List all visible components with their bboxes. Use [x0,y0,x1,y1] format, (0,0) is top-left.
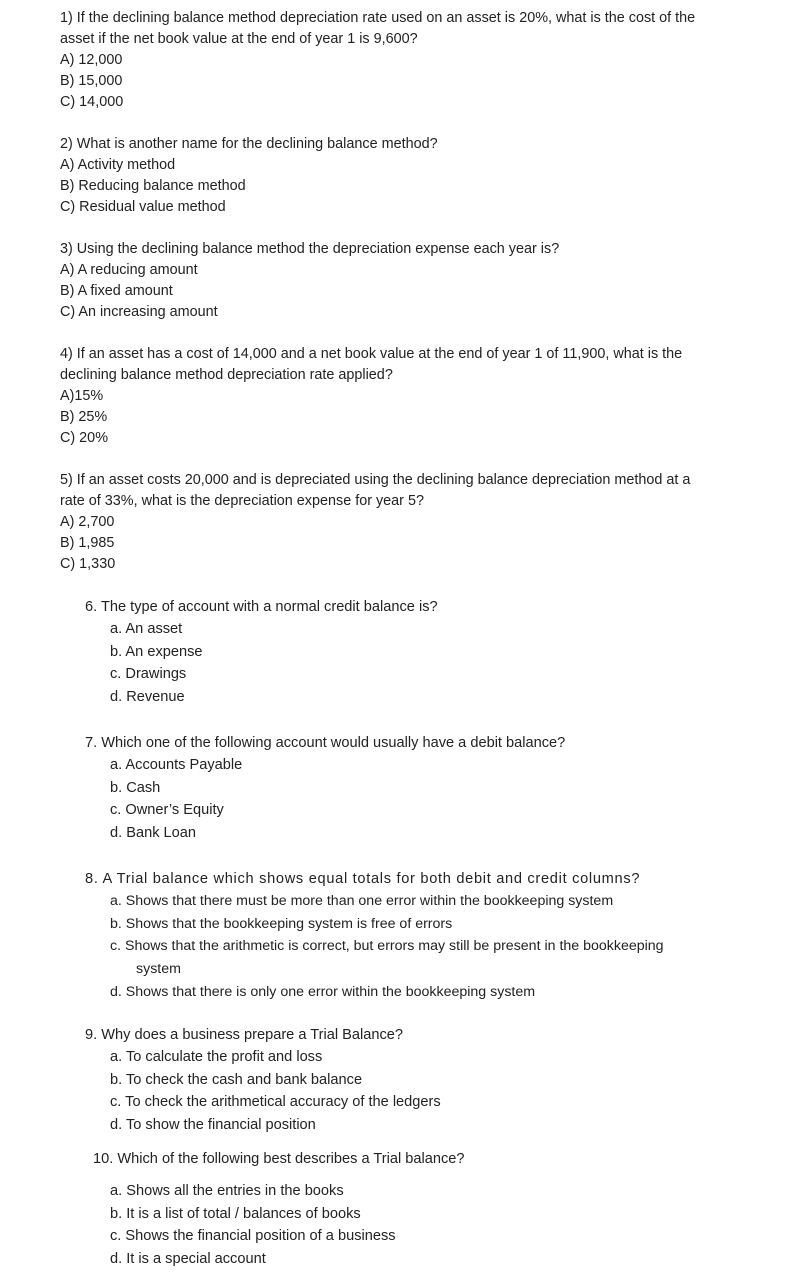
question-3 [60,239,760,323]
question-7-option-c: c. Owner’s Equity [110,802,224,819]
question-10-option-c: c. Shows the financial position of a business [110,1228,396,1245]
question-8-option-c: c. Shows that the arithmetic is correct, but errors may still be present in the bookkeeping system [110,938,664,978]
question-10 [93,1148,793,1268]
question-9-option-c: c. To check the arithmetical accuracy of the ledgers [110,1094,441,1111]
question-4 [60,344,760,449]
question-6-option-b: b. An expense [110,643,203,660]
question-9-stem: 9. Why does a business prepare a Trial Balance? [85,1027,403,1043]
question-5-option-b: B) 1,985 [60,535,115,551]
question-10-stem: 10. Which of the following best describes a Trial balance? [93,1151,465,1167]
question-9-option-a: a. To calculate the profit and loss [110,1049,323,1065]
question-6-option-a: a. An asset [110,621,183,637]
question-7-option-d: d. Bank Loan [110,825,197,842]
question-5-option-c: C) 1,330 [60,556,116,572]
question-1-option-a: A) 12,000 [60,52,123,68]
question-6-option-d: d. Revenue [110,689,185,706]
question-10-option-a: a. Shows all the entries in the books [110,1183,344,1199]
question-1 [60,8,760,113]
question-6 [85,596,785,709]
question-3-option-b: B) A fixed amount [60,283,173,299]
question-8-stem: 8. A Trial balance which shows equal totals for both debit and credit columns? [85,871,641,887]
question-8-option-a: a. Shows that there must be more than one error within the bookkeeping system [110,893,614,909]
question-4-stem: 4) If an asset has a cost of 14,000 and a net book value at the end of year 1 of 11,900, what is the declining balance method depreciation rate applied? [60,346,683,383]
question-4-option-c: C) 20% [60,430,108,446]
question-8 [85,868,785,1004]
question-6-stem: 6. The type of account with a normal credit balance is? [85,599,438,615]
question-7-stem: 7. Which one of the following account would usually have a debit balance? [85,735,566,751]
question-10-option-d: d. It is a special account [110,1251,266,1268]
question-3-option-c: C) An increasing amount [60,304,218,320]
question-2 [60,134,760,218]
question-7-option-b: b. Cash [110,779,161,796]
question-3-stem: 3) Using the declining balance method the depreciation expense each year is? [60,241,560,257]
question-8-option-b: b. Shows that the bookkeeping system is free of errors [110,915,453,932]
question-7-option-a: a. Accounts Payable [110,757,243,773]
question-2-stem: 2) What is another name for the declining balance method? [60,136,438,152]
question-5 [60,470,760,575]
question-1-stem: 1) If the declining balance method depreciation rate used on an asset is 20%, what is the cost of the asset if the net book value at the end of year 1 is 9,600? [60,10,696,47]
question-10-option-b: b. It is a list of total / balances of books [110,1205,361,1222]
question-2-option-c: C) Residual value method [60,199,226,215]
question-4-option-b: B) 25% [60,409,108,425]
question-6-option-c: c. Drawings [110,666,187,683]
question-5-option-a: A) 2,700 [60,514,115,530]
question-8-option-d: d. Shows that there is only one error within the bookkeeping system [110,983,536,1000]
question-4-option-a: A)15% [60,388,104,404]
question-9-option-b: b. To check the cash and bank balance [110,1071,363,1088]
question-7 [85,732,785,845]
question-2-option-a: A) Activity method [60,157,176,173]
question-3-option-a: A) A reducing amount [60,262,198,278]
question-5-stem: 5) If an asset costs 20,000 and is depreciated using the declining balance depreciation method at a rate of 33%, what is the depreciation expense for year 5? [60,472,691,509]
question-1-option-c: C) 14,000 [60,94,124,110]
question-9 [85,1024,785,1137]
question-1-option-b: B) 15,000 [60,73,123,89]
question-9-option-d: d. To show the financial position [110,1117,316,1134]
question-10-options [110,1180,790,1271]
question-2-option-b: B) Reducing balance method [60,178,246,194]
